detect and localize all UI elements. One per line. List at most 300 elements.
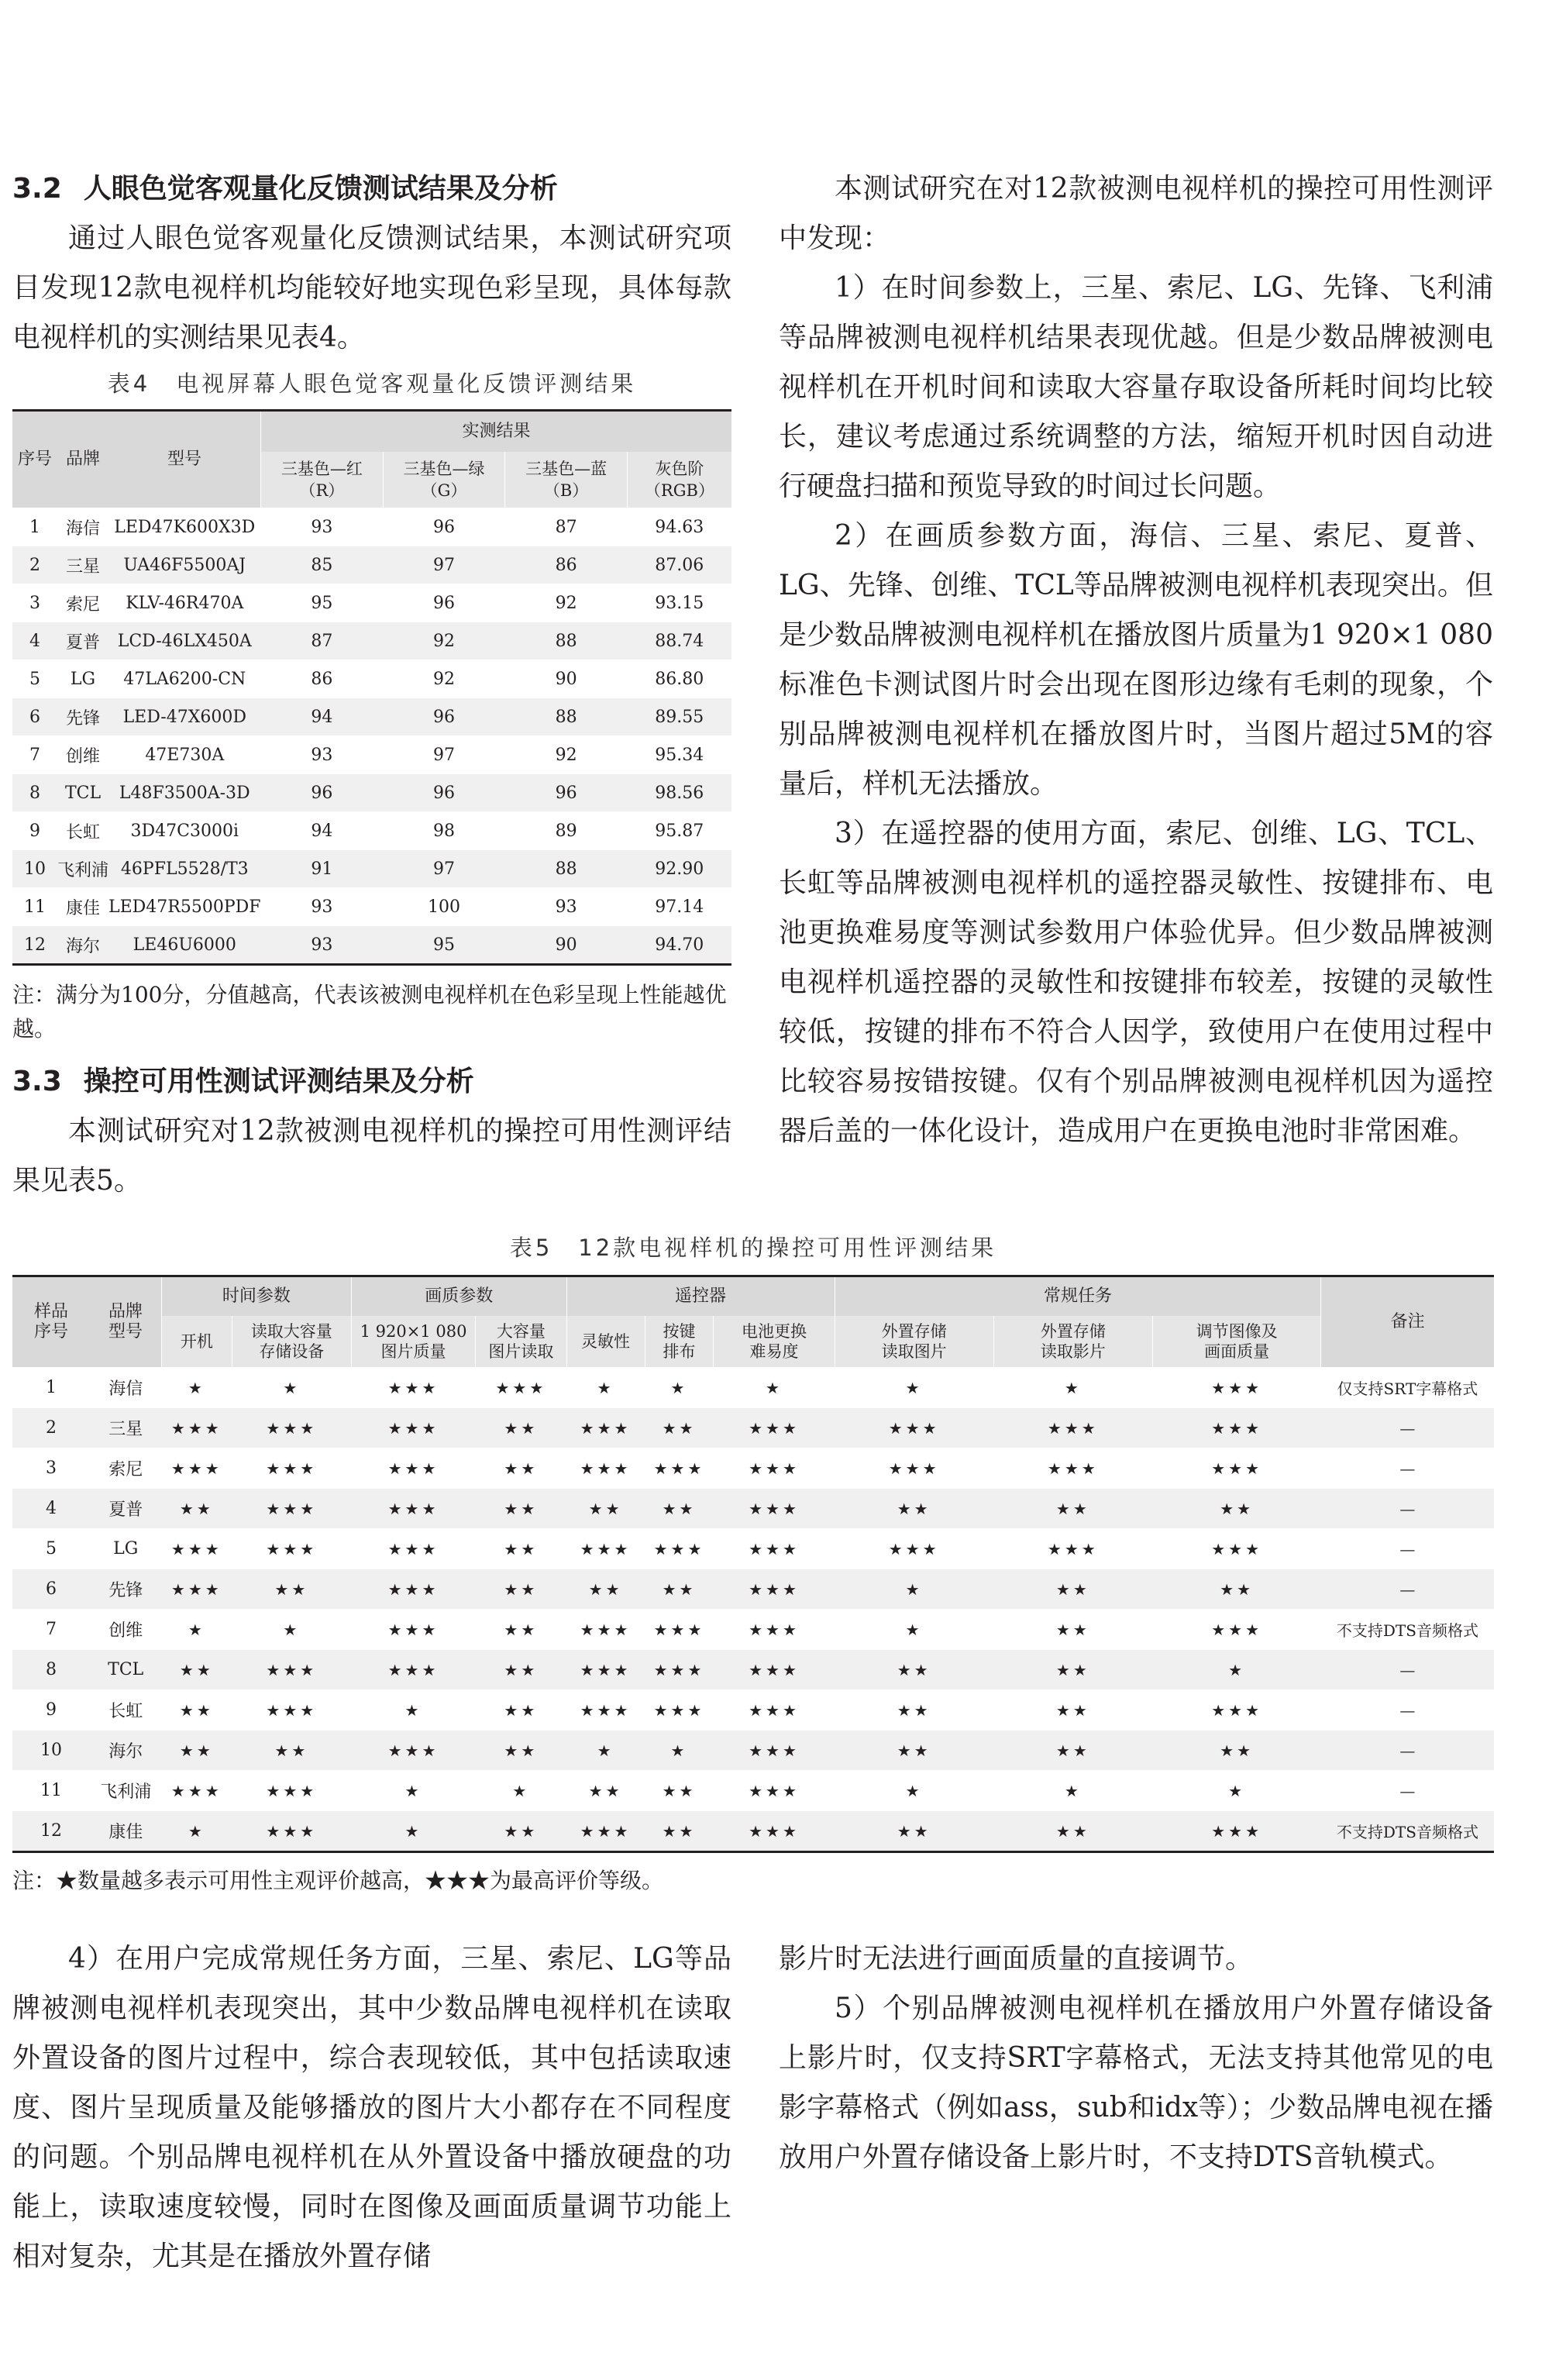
table-cell: 8 xyxy=(12,1650,90,1690)
table-cell: ★★ xyxy=(232,1731,351,1771)
table-cell: ★★★ xyxy=(993,1448,1152,1489)
table-cell: 95.87 xyxy=(627,812,731,850)
table-cell: ★ xyxy=(993,1368,1152,1408)
t5-header-sensitivity: 灵敏性 xyxy=(566,1316,645,1368)
table-cell: ★★★ xyxy=(161,1771,232,1811)
table-cell: ★ xyxy=(1152,1650,1320,1690)
table-cell: ★★★ xyxy=(993,1529,1152,1569)
table-cell: ★★ xyxy=(476,1610,566,1650)
table-cell: ★★★ xyxy=(351,1368,475,1408)
table-cell: ★★ xyxy=(161,1650,232,1690)
table-cell: ★★★ xyxy=(232,1650,351,1690)
table-cell: ★★★ xyxy=(232,1529,351,1569)
t4-header-gray: 灰色阶 （RGB） xyxy=(627,452,731,508)
table-cell: ★ xyxy=(232,1368,351,1408)
table-cell: 88 xyxy=(505,698,628,736)
table5-block xyxy=(12,1228,1494,1898)
table-cell: 创维 xyxy=(90,1610,161,1650)
table-cell: — xyxy=(1321,1771,1494,1811)
table-cell: 92 xyxy=(505,736,628,774)
table-cell: ★★ xyxy=(1152,1731,1320,1771)
table-cell: ★★★ xyxy=(714,1690,835,1731)
table-cell: L48F3500A-3D xyxy=(108,774,261,812)
table-cell: ★★★ xyxy=(645,1529,714,1569)
table-cell: ★★ xyxy=(993,1569,1152,1610)
table-cell: LCD-46LX450A xyxy=(108,622,261,660)
table-cell: ★★ xyxy=(993,1650,1152,1690)
table-cell: 95 xyxy=(261,584,384,622)
table-cell: ★★★ xyxy=(566,1529,645,1569)
table5 xyxy=(12,1275,1494,1853)
table-cell: 2 xyxy=(12,546,57,584)
table-cell: ★★ xyxy=(476,1690,566,1731)
table4 xyxy=(12,409,731,966)
table-row xyxy=(12,660,731,698)
section-heading-3-3 xyxy=(12,1057,731,1107)
table-cell: ★ xyxy=(714,1368,835,1408)
table-cell: — xyxy=(1321,1408,1494,1448)
table-cell: 93 xyxy=(261,508,384,546)
table-cell: ★★ xyxy=(566,1569,645,1610)
table-cell: 3 xyxy=(12,584,57,622)
table4-note: 注：满分为100分，分值越高，代表该被测电视样机在色彩呈现上性能越优越。 xyxy=(12,982,727,1042)
table-cell: 46PFL5528/T3 xyxy=(108,850,261,888)
table-cell: ★ xyxy=(161,1610,232,1650)
table-cell: ★★★ xyxy=(714,1650,835,1690)
table-cell: ★★ xyxy=(476,1489,566,1529)
table-cell: ★★ xyxy=(476,1731,566,1771)
table-cell: 89 xyxy=(505,812,628,850)
table-cell: ★ xyxy=(566,1731,645,1771)
table-cell: 95 xyxy=(383,926,505,965)
table-cell: 海信 xyxy=(57,508,108,546)
table-cell: 86.80 xyxy=(627,660,731,698)
table-cell: 飞利浦 xyxy=(90,1771,161,1811)
table-cell: 90 xyxy=(505,926,628,965)
table-row xyxy=(12,774,731,812)
table-cell: ★★★ xyxy=(645,1610,714,1650)
table-cell: ★ xyxy=(835,1368,993,1408)
table-cell: ★★★ xyxy=(351,1529,475,1569)
t4-header-b: 三基色—蓝 （B） xyxy=(505,452,628,508)
table-cell: 6 xyxy=(12,1569,90,1610)
table-cell: 97 xyxy=(383,546,505,584)
table-cell: ★★ xyxy=(1152,1569,1320,1610)
paragraph-item3: 3）在遥控器的使用方面，索尼、创维、LG、TCL、长虹等品牌被测电视样机的遥控器灵敏性、按键排布、电池更换难易度等测试参数用户体验优异。但少数品牌被测电视样机遥控器的灵敏性和按键排布较差，按键的灵敏性较低，按键的排布不符合人因学，致使用户在使用过程中比较容易按错按键。仅有个别品牌被测电视样机因为遥控器后盖的一体化设计，造成用户在更换电池时非常困难。 xyxy=(779,818,1493,1147)
table-row xyxy=(12,850,731,888)
table-cell: 94 xyxy=(261,698,384,736)
table-cell: 96 xyxy=(505,774,628,812)
section-number: 3.3 xyxy=(12,1066,62,1097)
table-cell: 98.56 xyxy=(627,774,731,812)
table-cell: ★★★ xyxy=(351,1448,475,1489)
table-cell: — xyxy=(1321,1569,1494,1610)
t5-header-brand: 品牌 型号 xyxy=(90,1276,161,1368)
table-cell: ★ xyxy=(566,1368,645,1408)
table-cell: ★★ xyxy=(645,1408,714,1448)
table-cell: — xyxy=(1321,1650,1494,1690)
table-cell: ★★★ xyxy=(566,1811,645,1852)
table-row xyxy=(12,888,731,926)
table-cell: ★★★ xyxy=(566,1448,645,1489)
table-cell: 7 xyxy=(12,736,57,774)
table-cell: 96 xyxy=(383,584,505,622)
left-column xyxy=(12,164,731,1206)
table-cell: 97 xyxy=(383,736,505,774)
table-cell: — xyxy=(1321,1731,1494,1771)
paragraph-item4-continued: 影片时无法进行画面质量的直接调节。 xyxy=(779,1943,1254,1975)
table-cell: KLV-46R470A xyxy=(108,584,261,622)
table-cell: ★★★ xyxy=(566,1408,645,1448)
table-cell: ★★ xyxy=(993,1731,1152,1771)
table-cell: 86 xyxy=(505,546,628,584)
table-cell: ★★ xyxy=(645,1811,714,1852)
table-cell: 飞利浦 xyxy=(57,850,108,888)
table-row xyxy=(12,1408,1494,1448)
table-row xyxy=(12,812,731,850)
right-column-bottom xyxy=(779,1934,1493,2182)
table-cell: ★ xyxy=(351,1771,475,1811)
table-cell: ★★★ xyxy=(476,1368,566,1408)
table-row xyxy=(12,1771,1494,1811)
table-cell: 5 xyxy=(12,660,57,698)
table-cell: ★★★ xyxy=(1152,1610,1320,1650)
table-cell: ★★ xyxy=(645,1569,714,1610)
table-cell: 92 xyxy=(383,622,505,660)
table-cell: ★★★ xyxy=(1152,1690,1320,1731)
table-cell: 94 xyxy=(261,812,384,850)
t5-header-routine: 常规任务 xyxy=(835,1276,1321,1317)
table-row xyxy=(12,1529,1494,1569)
table-cell: ★★ xyxy=(645,1489,714,1529)
table-cell: LG xyxy=(90,1529,161,1569)
table-cell: ★ xyxy=(1152,1771,1320,1811)
table-cell: 87.06 xyxy=(627,546,731,584)
table-cell: 47E730A xyxy=(108,736,261,774)
table-cell: 10 xyxy=(12,850,57,888)
t5-header-keys: 按键 排布 xyxy=(645,1316,714,1368)
table-cell: 康佳 xyxy=(90,1811,161,1852)
table-cell: ★★ xyxy=(1152,1489,1320,1529)
table-cell: 92 xyxy=(505,584,628,622)
table-cell: 86 xyxy=(261,660,384,698)
table-cell: 9 xyxy=(12,1690,90,1731)
table-row xyxy=(12,1569,1494,1610)
table-cell: 1 xyxy=(12,1368,90,1408)
table-cell: LG xyxy=(57,660,108,698)
table-cell: 11 xyxy=(12,1771,90,1811)
table-cell: — xyxy=(1321,1529,1494,1569)
table-cell: ★★ xyxy=(566,1771,645,1811)
table-cell: ★★★ xyxy=(232,1448,351,1489)
table-cell: 92.90 xyxy=(627,850,731,888)
table-cell: LED-47X600D xyxy=(108,698,261,736)
table-cell: ★ xyxy=(161,1811,232,1852)
table-cell: ★★★ xyxy=(351,1489,475,1529)
table-cell: ★★★ xyxy=(351,1408,475,1448)
table-cell: ★★★ xyxy=(161,1569,232,1610)
table-cell: 93 xyxy=(261,888,384,926)
table-cell: 89.55 xyxy=(627,698,731,736)
table-cell: ★★ xyxy=(993,1489,1152,1529)
table-cell: ★★★ xyxy=(351,1610,475,1650)
table-cell: ★ xyxy=(835,1610,993,1650)
table-row xyxy=(12,1650,1494,1690)
section-number: 3.2 xyxy=(12,173,62,205)
table-cell: 海尔 xyxy=(90,1731,161,1771)
table-cell: ★★★ xyxy=(232,1811,351,1852)
table-row xyxy=(12,1610,1494,1650)
table-row xyxy=(12,1690,1494,1731)
table-cell: ★★★ xyxy=(714,1731,835,1771)
table-cell: 海信 xyxy=(90,1368,161,1408)
t4-header-g: 三基色—绿 （G） xyxy=(383,452,505,508)
table-cell: 92 xyxy=(383,660,505,698)
table-cell: 3D47C3000i xyxy=(108,812,261,850)
table-row xyxy=(12,1448,1494,1489)
table-cell: — xyxy=(1321,1489,1494,1529)
t4-header-r: 三基色—红 （R） xyxy=(261,452,384,508)
table-cell: ★ xyxy=(351,1690,475,1731)
table-cell: 仅支持SRT字幕格式 xyxy=(1321,1368,1494,1408)
table-cell: ★★ xyxy=(476,1569,566,1610)
table-cell: ★★★ xyxy=(351,1650,475,1690)
table-cell: 100 xyxy=(383,888,505,926)
table-cell: ★★ xyxy=(835,1650,993,1690)
table-cell: 96 xyxy=(383,774,505,812)
table-cell: 93 xyxy=(505,888,628,926)
paragraph-intro: 本测试研究在对12款被测电视样机的操控可用性测评中发现： xyxy=(779,173,1493,254)
table-cell: ★★ xyxy=(161,1731,232,1771)
paragraph-item2: 2）在画质参数方面，海信、三星、索尼、夏普、LG、先锋、创维、TCL等品牌被测电视样机表现突出。但是少数品牌被测电视样机在播放图片质量为1 920×1 080标准色卡测试图片时会出现在图形边缘有毛刺的现象，个别品牌被测电视样机在播放图片时，当图片超过5M的容量后，样机无法播放。 xyxy=(779,520,1493,800)
table-cell: ★★★ xyxy=(714,1569,835,1610)
table-cell: ★★★ xyxy=(161,1529,232,1569)
paragraph-3-3: 本测试研究对12款被测电视样机的操控可用性测评结果见表5。 xyxy=(12,1115,731,1197)
t5-header-pic-quality: 1 920×1 080 图片质量 xyxy=(351,1316,475,1368)
table-cell: ★★★ xyxy=(1152,1448,1320,1489)
table-cell: — xyxy=(1321,1690,1494,1731)
table-cell: 长虹 xyxy=(57,812,108,850)
table-cell: 94.63 xyxy=(627,508,731,546)
table-cell: ★★ xyxy=(645,1771,714,1811)
t5-header-ext-pic: 外置存储 读取图片 xyxy=(835,1316,993,1368)
table-cell: 93 xyxy=(261,926,384,965)
table-cell: 7 xyxy=(12,1610,90,1650)
table-cell: 88.74 xyxy=(627,622,731,660)
table-row xyxy=(12,698,731,736)
t4-header-no: 序号 xyxy=(12,411,57,508)
table-cell: ★★★ xyxy=(566,1650,645,1690)
table-cell: ★★★ xyxy=(566,1610,645,1650)
table-cell: ★★ xyxy=(476,1811,566,1852)
table-cell: ★ xyxy=(835,1771,993,1811)
table-cell: LED47K600X3D xyxy=(108,508,261,546)
left-column-bottom xyxy=(12,1934,731,2282)
table-cell: 创维 xyxy=(57,736,108,774)
table-cell: 夏普 xyxy=(90,1489,161,1529)
table-cell: 96 xyxy=(261,774,384,812)
table-cell: LE46U6000 xyxy=(108,926,261,965)
table-cell: 96 xyxy=(383,698,505,736)
table-cell: 不支持DTS音频格式 xyxy=(1321,1811,1494,1852)
table-cell: 85 xyxy=(261,546,384,584)
table-cell: ★★★ xyxy=(566,1690,645,1731)
paragraph-item1: 1）在时间参数上，三星、索尼、LG、先锋、飞利浦等品牌被测电视样机结果表现优越。但是少数品牌被测电视样机在开机时间和读取大容量存取设备所耗时间均比较长，建议考虑通过系统调整的方法，缩短开机时因自动进行硬盘扫描和预览导致的时间过长问题。 xyxy=(779,272,1493,502)
table-cell: ★★ xyxy=(566,1489,645,1529)
table-cell: ★★★ xyxy=(1152,1811,1320,1852)
table-cell: 93 xyxy=(261,736,384,774)
table-cell: ★★★ xyxy=(714,1811,835,1852)
t5-header-big-read: 大容量 图片读取 xyxy=(476,1316,566,1368)
t5-header-battery: 电池更换 难易度 xyxy=(714,1316,835,1368)
table-cell: 88 xyxy=(505,850,628,888)
table-row xyxy=(12,1368,1494,1408)
t5-header-remark: 备注 xyxy=(1321,1276,1494,1368)
table-row xyxy=(12,508,731,546)
table-cell: TCL xyxy=(90,1650,161,1690)
table-cell: ★★★ xyxy=(232,1489,351,1529)
table-row xyxy=(12,926,731,965)
table-cell: ★★ xyxy=(476,1408,566,1448)
t4-header-measured: 实测结果 xyxy=(261,411,731,453)
table-cell: ★★ xyxy=(993,1811,1152,1852)
table-cell: ★★ xyxy=(835,1811,993,1852)
t5-header-adjust: 调节图像及 画面质量 xyxy=(1152,1316,1320,1368)
table-cell: ★★★ xyxy=(1152,1408,1320,1448)
table-cell: 5 xyxy=(12,1529,90,1569)
table-cell: 先锋 xyxy=(57,698,108,736)
table-cell: 9 xyxy=(12,812,57,850)
table-cell: 90 xyxy=(505,660,628,698)
table-cell: ★★★ xyxy=(714,1489,835,1529)
t4-header-brand: 品牌 xyxy=(57,411,108,508)
table-cell: LED47R5500PDF xyxy=(108,888,261,926)
table-cell: ★★ xyxy=(993,1690,1152,1731)
table-cell: 康佳 xyxy=(57,888,108,926)
table-cell: ★★★ xyxy=(993,1408,1152,1448)
table-row xyxy=(12,584,731,622)
table-cell: 索尼 xyxy=(57,584,108,622)
table-row xyxy=(12,1731,1494,1771)
paragraph-3-2: 通过人眼色觉客观量化反馈测试结果，本测试研究项目发现12款电视样机均能较好地实现色彩呈现，具体每款电视样机的实测结果见表4。 xyxy=(12,222,731,353)
table-cell: 索尼 xyxy=(90,1448,161,1489)
table-cell: 95.34 xyxy=(627,736,731,774)
table-cell: 6 xyxy=(12,698,57,736)
table-cell: ★★★ xyxy=(645,1690,714,1731)
table-row xyxy=(12,546,731,584)
table-cell: 11 xyxy=(12,888,57,926)
table-cell: ★★★ xyxy=(714,1771,835,1811)
table-cell: 三星 xyxy=(90,1408,161,1448)
table-cell: ★ xyxy=(476,1771,566,1811)
table-row xyxy=(12,622,731,660)
table-cell: 1 xyxy=(12,508,57,546)
table-cell: ★★★ xyxy=(161,1448,232,1489)
table-cell: TCL xyxy=(57,774,108,812)
table-cell: ★ xyxy=(645,1368,714,1408)
table-cell: ★★★ xyxy=(232,1408,351,1448)
table-cell: 93.15 xyxy=(627,584,731,622)
table-cell: ★★ xyxy=(161,1690,232,1731)
t5-header-remote: 遥控器 xyxy=(566,1276,835,1317)
table-row xyxy=(12,736,731,774)
table-cell: ★ xyxy=(993,1771,1152,1811)
table-cell: ★ xyxy=(645,1731,714,1771)
table-cell: 87 xyxy=(505,508,628,546)
t5-header-no: 样品 序号 xyxy=(12,1276,90,1368)
table-cell: ★★★ xyxy=(835,1448,993,1489)
section-heading-3-2 xyxy=(12,164,731,214)
table-cell: ★★ xyxy=(993,1610,1152,1650)
table-cell: ★ xyxy=(161,1368,232,1408)
table-cell: ★★★ xyxy=(714,1529,835,1569)
table5-note: 注：★数量越多表示可用性主观评价越高，★★★为最高评价等级。 xyxy=(12,1868,664,1893)
table-cell: ★★ xyxy=(476,1448,566,1489)
t5-header-ext-video: 外置存储 读取影片 xyxy=(993,1316,1152,1368)
t5-header-quality: 画质参数 xyxy=(351,1276,566,1317)
table-cell: ★★★ xyxy=(835,1529,993,1569)
table-cell: 不支持DTS音频格式 xyxy=(1321,1610,1494,1650)
table-cell: ★★★ xyxy=(232,1771,351,1811)
table-cell: ★★★ xyxy=(232,1690,351,1731)
table-cell: 97.14 xyxy=(627,888,731,926)
table-cell: ★★★ xyxy=(714,1610,835,1650)
table-cell: ★★★ xyxy=(645,1448,714,1489)
table5-caption: 表5 12款电视样机的操控可用性评测结果 xyxy=(509,1235,997,1261)
t4-header-model: 型号 xyxy=(108,411,261,508)
table-cell: ★ xyxy=(835,1569,993,1610)
table-cell: 海尔 xyxy=(57,926,108,965)
table-cell: ★★★ xyxy=(161,1408,232,1448)
t5-header-time: 时间参数 xyxy=(161,1276,351,1317)
table-cell: 3 xyxy=(12,1448,90,1489)
table-cell: ★★ xyxy=(835,1489,993,1529)
right-column xyxy=(779,164,1493,1156)
table-cell: 长虹 xyxy=(90,1690,161,1731)
table-cell: UA46F5500AJ xyxy=(108,546,261,584)
table-cell: 47LA6200-CN xyxy=(108,660,261,698)
table-cell: — xyxy=(1321,1448,1494,1489)
table-cell: 4 xyxy=(12,622,57,660)
table-cell: 91 xyxy=(261,850,384,888)
table-cell: 98 xyxy=(383,812,505,850)
table-cell: ★★ xyxy=(232,1569,351,1610)
table-cell: 12 xyxy=(12,1811,90,1852)
t5-header-read-large: 读取大容量 存储设备 xyxy=(232,1316,351,1368)
table-cell: ★ xyxy=(232,1610,351,1650)
section-title: 人眼色觉客观量化反馈测试结果及分析 xyxy=(83,173,558,205)
table-cell: 夏普 xyxy=(57,622,108,660)
table-cell: 87 xyxy=(261,622,384,660)
table-cell: 88 xyxy=(505,622,628,660)
table-cell: 4 xyxy=(12,1489,90,1529)
table-cell: ★★★ xyxy=(351,1569,475,1610)
table-cell: ★★ xyxy=(835,1731,993,1771)
table-cell: ★★ xyxy=(835,1690,993,1731)
table-cell: 先锋 xyxy=(90,1569,161,1610)
table-cell: ★★★ xyxy=(645,1650,714,1690)
section-title: 操控可用性测试评测结果及分析 xyxy=(83,1066,474,1097)
table-cell: ★★★ xyxy=(1152,1368,1320,1408)
table-row xyxy=(12,1489,1494,1529)
table-cell: 10 xyxy=(12,1731,90,1771)
table-cell: 96 xyxy=(383,508,505,546)
table-cell: ★ xyxy=(351,1811,475,1852)
table-cell: ★★ xyxy=(476,1650,566,1690)
table-cell: 8 xyxy=(12,774,57,812)
table-cell: ★★★ xyxy=(1152,1529,1320,1569)
table-cell: ★★★ xyxy=(714,1408,835,1448)
